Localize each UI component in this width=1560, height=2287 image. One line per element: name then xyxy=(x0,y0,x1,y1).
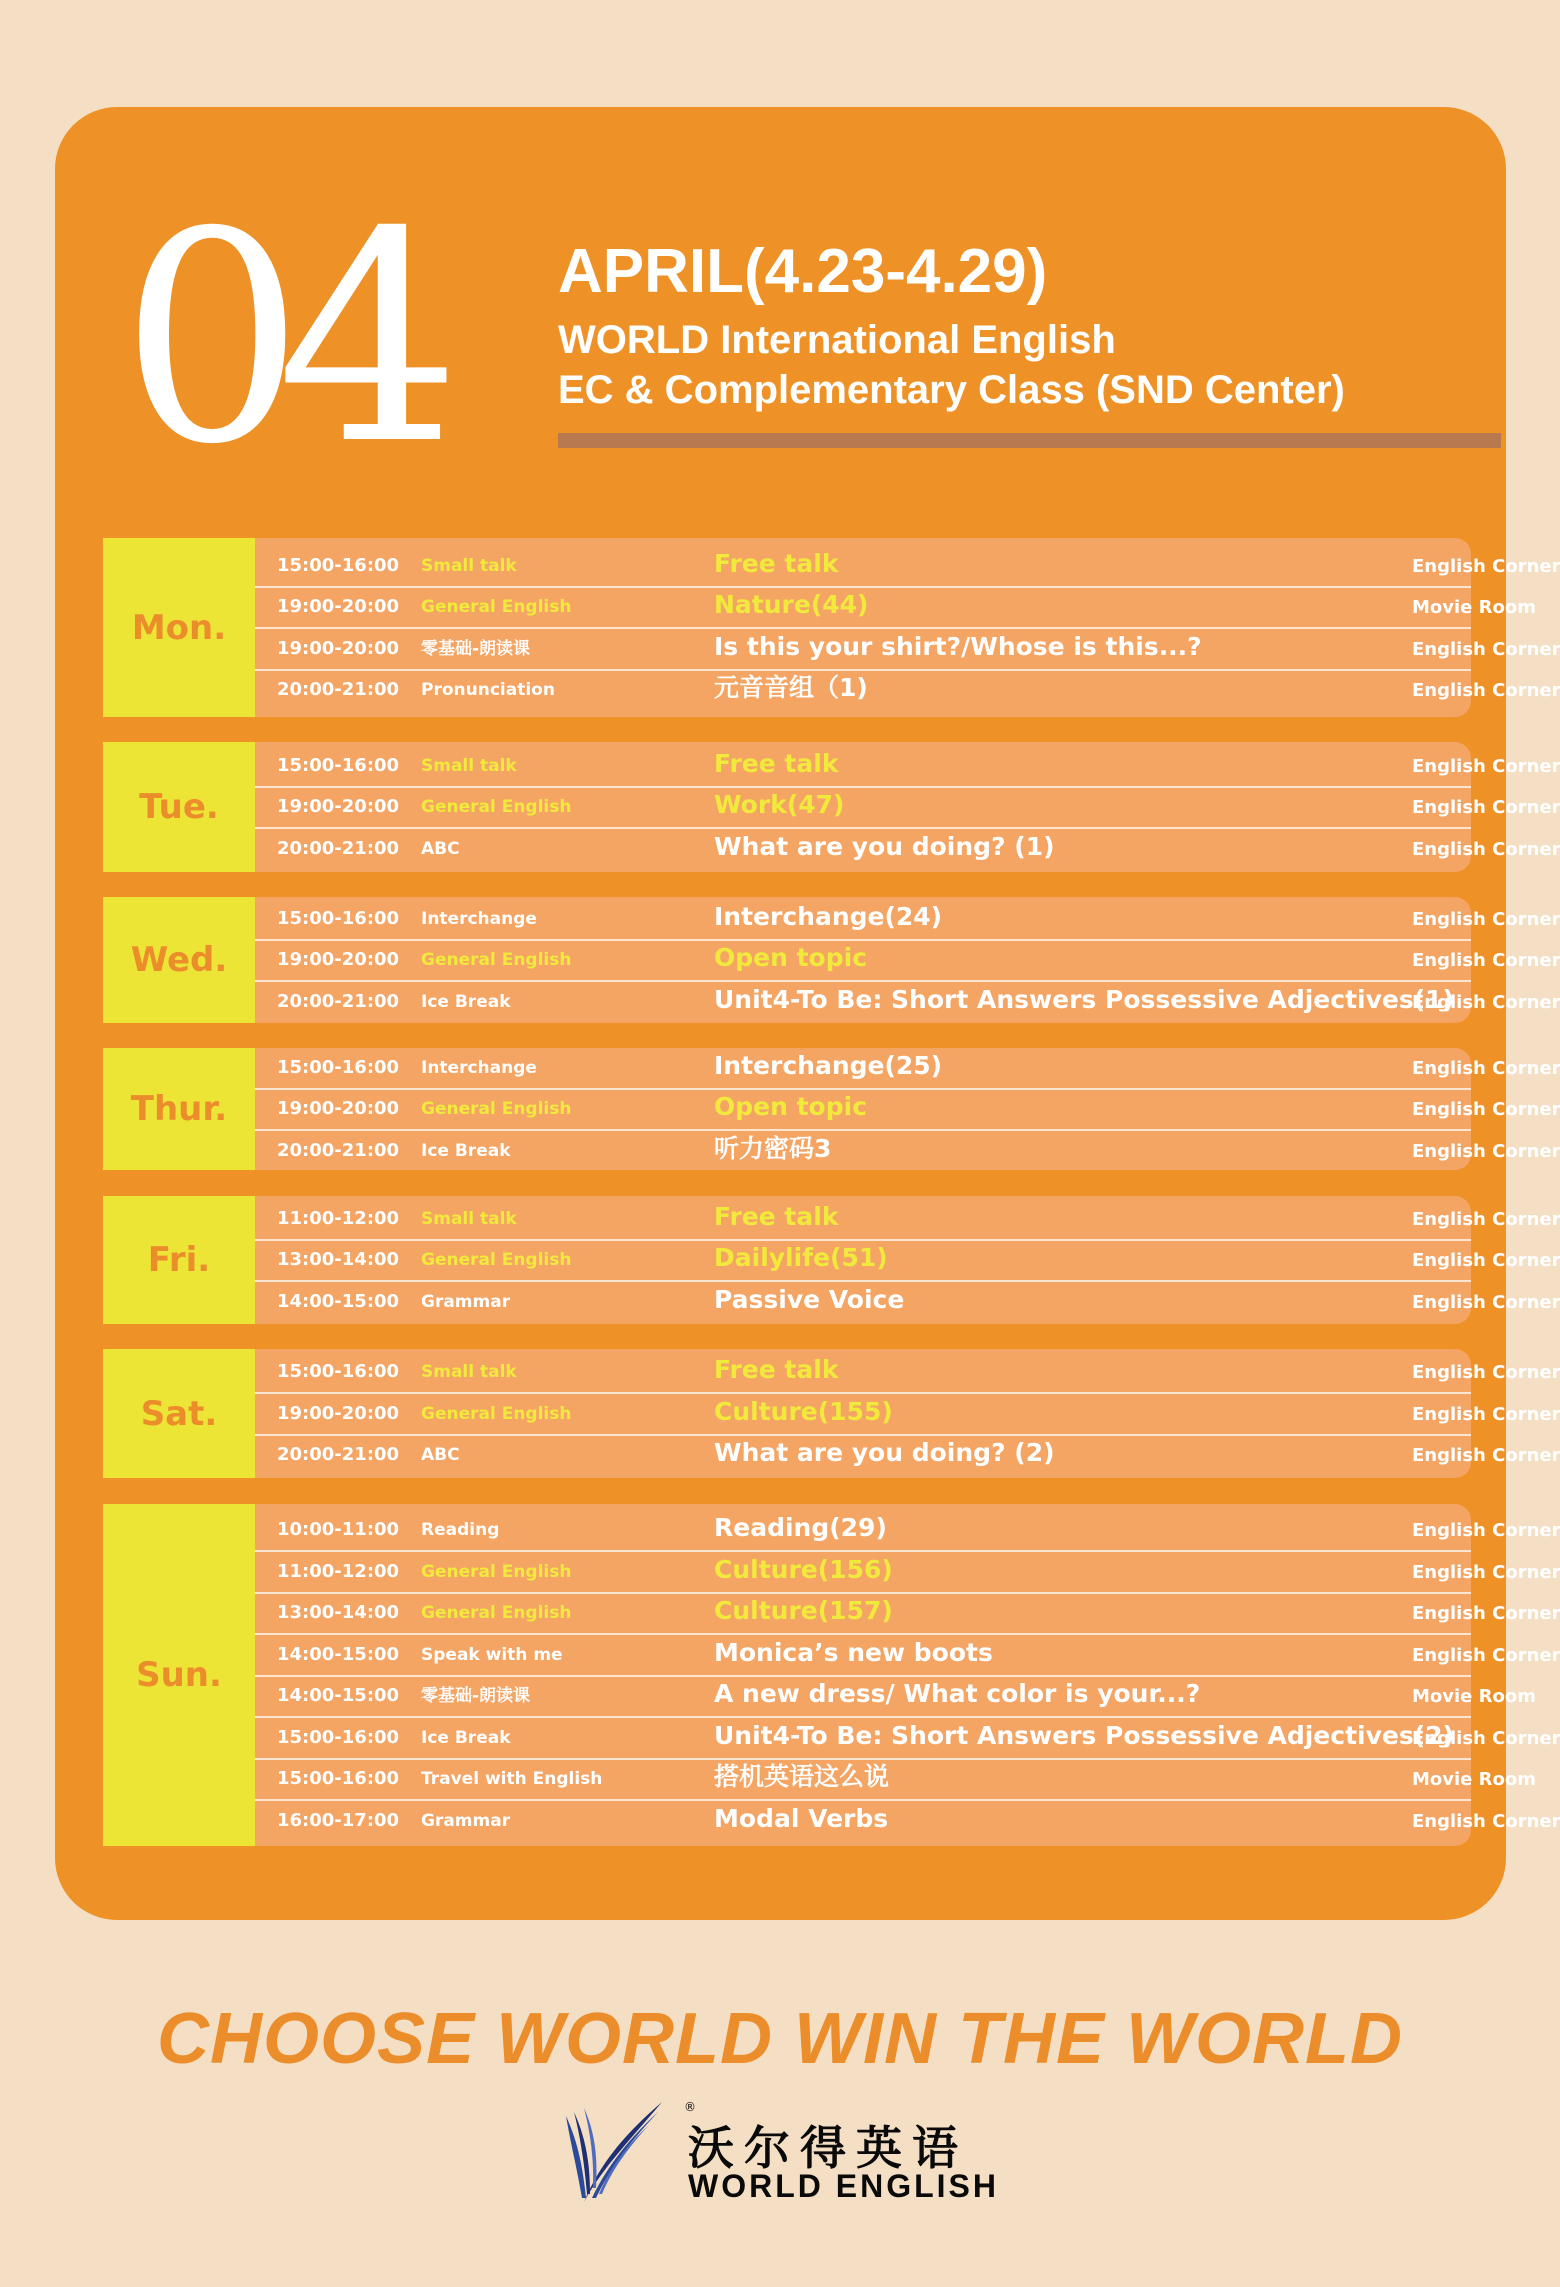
schedule-row xyxy=(255,786,1560,827)
class-time: 15:00-16:00 xyxy=(277,554,400,576)
brand-logo xyxy=(562,2098,1002,2210)
class-topic: Dailylife(51) xyxy=(714,1243,888,1273)
class-topic: Is this your shirt?/Whose is this...? xyxy=(714,631,1202,661)
class-room: English Corner xyxy=(1412,1403,1560,1425)
day-rows xyxy=(255,1048,1560,1170)
schedule-row xyxy=(255,1509,1560,1550)
class-time: 20:00-21:00 xyxy=(277,990,400,1012)
class-time: 16:00-17:00 xyxy=(277,1809,400,1831)
day-label: Mon. xyxy=(103,538,255,717)
class-category: Interchange xyxy=(421,908,537,929)
class-time: 19:00-20:00 xyxy=(277,949,400,971)
class-room: English Corner xyxy=(1412,755,1560,777)
schedule-row xyxy=(255,1047,1560,1088)
class-time: 14:00-15:00 xyxy=(277,1685,400,1706)
class-room: English Corner xyxy=(1412,555,1560,577)
class-category: Speak with me xyxy=(421,1644,563,1665)
class-room: English Corner xyxy=(1412,1208,1560,1230)
class-room: English Corner xyxy=(1412,1644,1560,1666)
class-topic: 元音音组（1) xyxy=(714,673,868,702)
class-category: General English xyxy=(421,1561,572,1582)
class-category: Ice Break xyxy=(421,1727,511,1748)
month-number: 04 xyxy=(120,171,434,508)
class-topic: Unit4-To Be: Short Answers Possessive Adjectives(1) xyxy=(714,984,1454,1014)
class-room: English Corner xyxy=(1412,1561,1560,1583)
class-room: Movie Room xyxy=(1412,1686,1537,1707)
class-topic: Interchange(25) xyxy=(714,1050,943,1080)
feather-wings-icon xyxy=(562,2098,682,2210)
class-topic: Free talk xyxy=(714,748,839,778)
class-topic: Unit4-To Be: Short Answers Possessive Adjectives(2) xyxy=(714,1720,1454,1750)
schedule-row xyxy=(255,1551,1560,1592)
class-topic: Open topic xyxy=(714,943,868,973)
day-label: Tue. xyxy=(103,742,255,872)
class-room: English Corner xyxy=(1412,1810,1560,1832)
day-rows xyxy=(255,538,1560,717)
class-topic: 听力密码3 xyxy=(714,1133,832,1163)
day-group xyxy=(103,1349,1560,1478)
class-topic: Culture(157) xyxy=(714,1596,893,1625)
subtitle-line-2: EC & Complementary Class (SND Center) xyxy=(558,368,1345,412)
day-rows xyxy=(255,742,1560,872)
schedule-row xyxy=(255,898,1560,939)
class-topic: Interchange(24) xyxy=(714,901,943,931)
class-time: 15:00-16:00 xyxy=(277,1361,400,1383)
schedule-row xyxy=(255,745,1560,786)
class-time: 15:00-16:00 xyxy=(277,1768,400,1789)
day-rows xyxy=(255,1196,1560,1324)
page-title: APRIL(4.23-4.29) xyxy=(558,237,1048,306)
schedule-row xyxy=(255,828,1560,869)
logo-english-name: WORLD ENGLISH xyxy=(688,2168,999,2204)
class-topic: Work(47) xyxy=(714,790,845,820)
class-time: 19:00-20:00 xyxy=(277,596,400,617)
class-category: General English xyxy=(421,797,572,818)
class-category: Interchange xyxy=(421,1057,537,1078)
class-room: English Corner xyxy=(1412,908,1560,930)
class-topic: What are you doing? (2) xyxy=(714,1438,1055,1468)
class-room: English Corner xyxy=(1412,838,1560,860)
class-category: ABC xyxy=(421,838,460,859)
logo-chinese-name: 沃尔得英语 xyxy=(688,2121,968,2175)
class-category: Small talk xyxy=(421,755,517,776)
class-time: 20:00-21:00 xyxy=(277,837,400,859)
class-topic: Free talk xyxy=(714,548,839,578)
day-group xyxy=(103,1504,1560,1846)
class-time: 20:00-21:00 xyxy=(277,679,400,700)
day-group xyxy=(103,742,1560,872)
class-topic: Modal Verbs xyxy=(714,1803,889,1833)
class-room: English Corner xyxy=(1412,1520,1560,1541)
class-category: 零基础-朗读课 xyxy=(421,638,531,659)
schedule-row xyxy=(255,1634,1560,1675)
class-time: 19:00-20:00 xyxy=(277,796,400,818)
class-topic: Nature(44) xyxy=(714,590,869,619)
class-time: 19:00-20:00 xyxy=(277,1098,400,1120)
class-topic: 搭机英语这么说 xyxy=(714,1762,890,1791)
class-topic: Culture(155) xyxy=(714,1396,893,1426)
class-category: 零基础-朗读课 xyxy=(421,1686,531,1706)
class-category: Pronunciation xyxy=(421,680,555,700)
class-room: English Corner xyxy=(1412,1250,1560,1272)
class-room: English Corner xyxy=(1412,1099,1560,1121)
class-time: 14:00-15:00 xyxy=(277,1643,400,1665)
class-category: Reading xyxy=(421,1520,500,1540)
header-divider xyxy=(558,433,1501,448)
class-room: English Corner xyxy=(1412,1603,1560,1624)
class-room: English Corner xyxy=(1412,991,1560,1013)
class-time: 13:00-14:00 xyxy=(277,1602,400,1623)
schedule-row xyxy=(255,1088,1560,1129)
schedule-row xyxy=(255,628,1560,669)
schedule-row xyxy=(255,1717,1560,1758)
class-time: 15:00-16:00 xyxy=(277,1056,400,1078)
class-category: Small talk xyxy=(421,1208,517,1229)
class-time: 11:00-12:00 xyxy=(277,1560,400,1582)
class-category: Ice Break xyxy=(421,1140,511,1161)
class-topic: What are you doing? (1) xyxy=(714,831,1055,861)
day-label: Wed. xyxy=(103,897,255,1023)
class-room: English Corner xyxy=(1412,1291,1560,1313)
schedule-row xyxy=(255,1393,1560,1434)
schedule-row xyxy=(255,1434,1560,1475)
class-category: General English xyxy=(421,1099,572,1120)
day-rows xyxy=(255,1504,1560,1846)
class-category: General English xyxy=(421,597,572,617)
day-group xyxy=(103,538,1560,717)
day-label: Sat. xyxy=(103,1349,255,1478)
schedule-row xyxy=(255,1351,1560,1392)
schedule-row xyxy=(255,981,1560,1022)
class-room: English Corner xyxy=(1412,1362,1560,1384)
schedule-row xyxy=(255,1800,1560,1841)
class-time: 20:00-21:00 xyxy=(277,1444,400,1466)
schedule-row xyxy=(255,545,1560,586)
schedule-row xyxy=(255,1130,1560,1171)
class-room: English Corner xyxy=(1412,680,1560,701)
schedule-row xyxy=(255,1239,1560,1280)
class-time: 15:00-16:00 xyxy=(277,907,400,929)
day-rows xyxy=(255,897,1560,1023)
class-time: 20:00-21:00 xyxy=(277,1139,400,1161)
class-topic: Reading(29) xyxy=(714,1513,887,1542)
class-category: Small talk xyxy=(421,1362,517,1383)
subtitle-line-1: WORLD International English xyxy=(558,318,1116,362)
class-room: English Corner xyxy=(1412,638,1560,660)
class-category: General English xyxy=(421,1603,572,1623)
schedule-row xyxy=(255,1592,1560,1633)
day-group xyxy=(103,1196,1560,1324)
class-room: English Corner xyxy=(1412,1445,1560,1467)
schedule-row xyxy=(255,939,1560,980)
class-room: Movie Room xyxy=(1412,1769,1537,1790)
class-room: English Corner xyxy=(1412,1057,1560,1079)
class-time: 14:00-15:00 xyxy=(277,1290,400,1312)
class-room: English Corner xyxy=(1412,1140,1560,1162)
schedule-row xyxy=(255,669,1560,710)
schedule-row xyxy=(255,1281,1560,1322)
class-room: English Corner xyxy=(1412,1727,1560,1749)
schedule-row xyxy=(255,586,1537,627)
class-time: 10:00-11:00 xyxy=(277,1519,400,1540)
class-room: Movie Room xyxy=(1412,597,1537,618)
class-room: English Corner xyxy=(1412,950,1560,972)
class-category: General English xyxy=(421,950,572,971)
schedule-row xyxy=(255,1758,1537,1799)
class-category: Grammar xyxy=(421,1291,511,1312)
class-topic: Passive Voice xyxy=(714,1284,905,1314)
day-group xyxy=(103,1048,1560,1170)
class-room: English Corner xyxy=(1412,797,1560,819)
class-category: Ice Break xyxy=(421,991,511,1012)
day-label: Sun. xyxy=(103,1504,255,1846)
day-label: Thur. xyxy=(103,1048,255,1170)
registered-mark: ® xyxy=(684,2100,696,2114)
class-topic: A new dress/ What color is your...? xyxy=(714,1679,1201,1708)
schedule-row xyxy=(255,1675,1537,1716)
class-time: 11:00-12:00 xyxy=(277,1207,400,1229)
class-time: 15:00-16:00 xyxy=(277,1726,400,1748)
class-category: ABC xyxy=(421,1445,460,1466)
class-category: Travel with English xyxy=(421,1769,603,1789)
class-category: Small talk xyxy=(421,555,517,576)
class-category: General English xyxy=(421,1250,572,1271)
class-time: 19:00-20:00 xyxy=(277,1402,400,1424)
schedule-row xyxy=(255,1198,1560,1239)
class-topic: Monica’s new boots xyxy=(714,1637,993,1667)
class-topic: Free talk xyxy=(714,1201,839,1231)
class-category: General English xyxy=(421,1403,572,1424)
class-time: 15:00-16:00 xyxy=(277,754,400,776)
slogan: CHOOSE WORLD WIN THE WORLD xyxy=(157,1999,1403,2079)
class-topic: Free talk xyxy=(714,1355,839,1385)
day-group xyxy=(103,897,1560,1023)
day-label: Fri. xyxy=(103,1196,255,1324)
class-time: 19:00-20:00 xyxy=(277,637,400,659)
day-rows xyxy=(255,1349,1560,1478)
class-topic: Open topic xyxy=(714,1092,868,1122)
class-topic: Culture(156) xyxy=(714,1554,893,1584)
class-time: 13:00-14:00 xyxy=(277,1249,400,1271)
class-category: Grammar xyxy=(421,1810,511,1831)
